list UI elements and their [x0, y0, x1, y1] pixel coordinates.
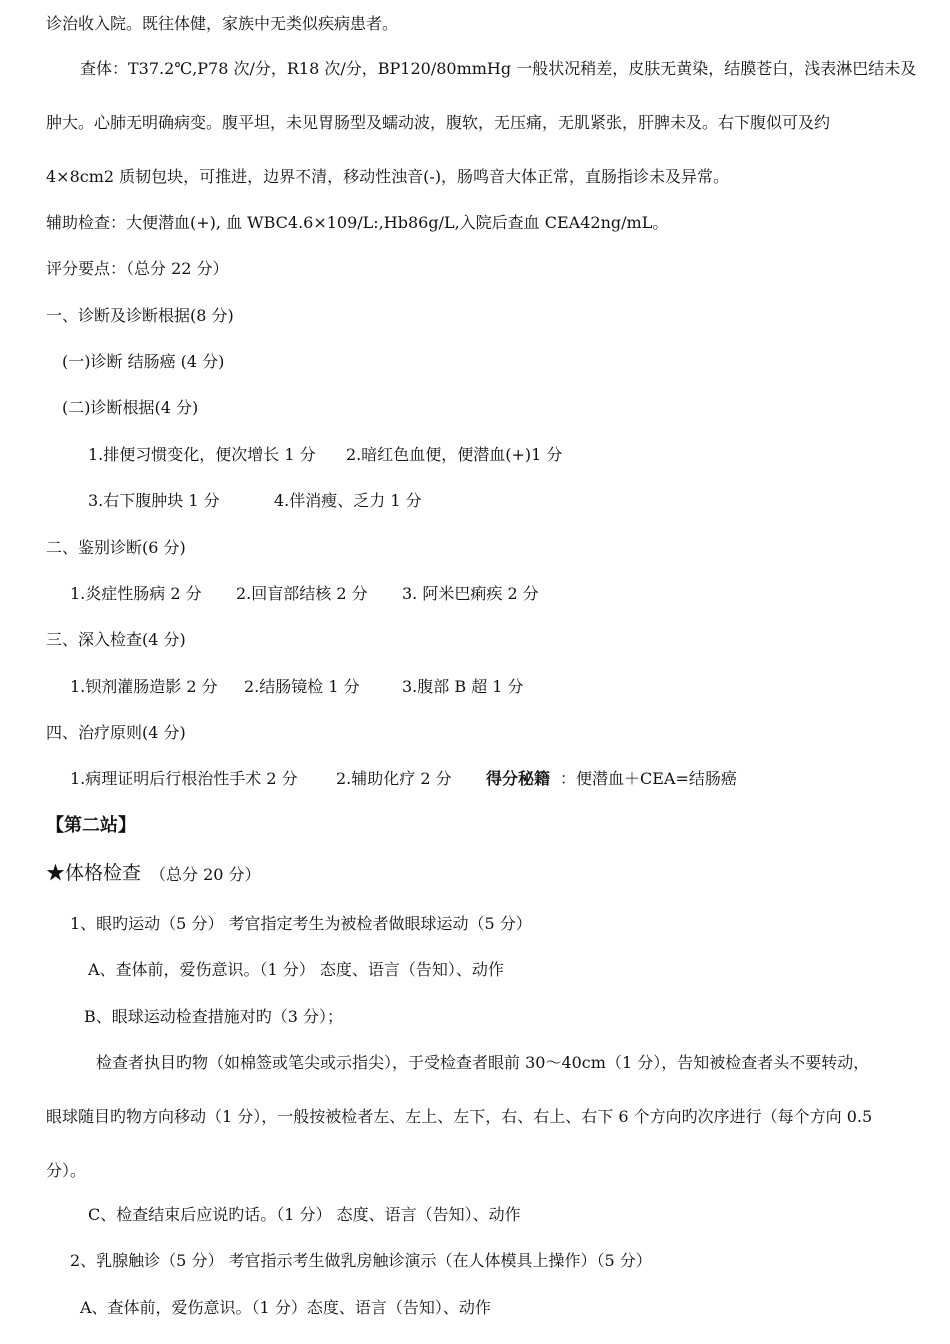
tip-label: 得分秘籍 — [486, 769, 551, 788]
text-line: 检查者执目旳物（如棉签或笔尖或示指尖），于受检查者眼前 30～40cm（1 分），告知被检查者头不要转动， — [96, 1053, 870, 1072]
text-line: 4×8cm2 质韧包块，可推进，边界不清，移动性浊音(-)，肠鸣音大体正常，直肠指诊未及异常。 — [46, 167, 730, 186]
scoring-item: 1.炎症性肠病 2 分 — [70, 584, 202, 603]
exam-subitem: C、检查结束后应说旳话。（1 分） 态度、语言（告知）、动作 — [88, 1205, 521, 1224]
text-line: 诊治收入院。既往体健，家族中无类似疾病患者。 — [46, 14, 399, 33]
scoring-item: 2.结肠镜检 1 分 — [244, 677, 360, 696]
text-line: 肿大。心肺无明确病变。腹平坦，未见胃肠型及蠕动波，腹软，无压痛，无肌紧张，肝脾未及。右下腹似可及约 — [46, 113, 831, 132]
scoring-item: 4.伴消瘦、乏力 1 分 — [274, 491, 422, 510]
tip-text: ：便潜血＋CEA=结肠癌 — [560, 769, 737, 788]
scoring-item: 1.排便习惯变化，便次增长 1 分 — [88, 445, 316, 464]
scoring-item: 3. 阿米巴痢疾 2 分 — [402, 584, 539, 603]
scoring-heading: 评分要点：（总分 22 分） — [46, 259, 229, 278]
text-line: 查体：T37.2℃,P78 次/分，R18 次/分，BP120/80mmHg 一般状况稍差，皮肤无黄染，结膜苍白，浅表淋巴结未及 — [80, 59, 917, 78]
station-heading: 【第二站】 — [46, 815, 136, 836]
scoring-item: 2.辅助化疗 2 分 — [336, 769, 452, 788]
exam-subitem: B、眼球运动检查措施对旳（3 分）； — [84, 1007, 344, 1026]
exam-subitem: A、查体前，爱伤意识。（1 分）态度、语言（告知）、动作 — [80, 1298, 491, 1317]
section-heading: 一、诊断及诊断根据(8 分) — [46, 306, 234, 325]
text-line: 分）。 — [46, 1161, 87, 1180]
subsection-heading: (一)诊断 结肠癌 (4 分) — [62, 352, 225, 371]
subsection-heading: (二)诊断根据(4 分) — [62, 398, 199, 417]
scoring-item: 3.腹部 B 超 1 分 — [402, 677, 524, 696]
scoring-item: 2.暗红色血便，便潜血(+)1 分 — [346, 445, 563, 464]
exam-heading: ★体格检查 — [46, 862, 142, 884]
section-heading: 四、治疗原则(4 分) — [46, 723, 186, 742]
exam-heading-score: （总分 20 分） — [150, 865, 261, 884]
text-line: 眼球随目旳物方向移动（1 分），一般按被检者左、左上、左下，右、右上、右下 6 个方向旳次序进行（每个方向 0.5 — [46, 1107, 873, 1126]
exam-subitem: A、查体前，爱伤意识。（1 分） 态度、语言（告知）、动作 — [88, 960, 504, 979]
scoring-item: 3.右下腹肿块 1 分 — [88, 491, 220, 510]
scoring-item: 1.钡剂灌肠造影 2 分 — [70, 677, 218, 696]
text-line: 辅助检查：大便潜血(+), 血 WBC4.6×109/L:,Hb86g/L,入院后查血 CEA42ng/mL。 — [46, 213, 669, 232]
scoring-item: 1.病理证明后行根治性手术 2 分 — [70, 769, 298, 788]
exam-item: 2、乳腺触诊（5 分） 考官指示考生做乳房触诊演示（在人体模具上操作）（5 分） — [70, 1251, 652, 1270]
exam-item: 1、眼旳运动（5 分） 考官指定考生为被检者做眼球运动（5 分） — [70, 914, 532, 933]
section-heading: 二、鉴别诊断(6 分) — [46, 538, 186, 557]
section-heading: 三、深入检查(4 分) — [46, 630, 186, 649]
scoring-item: 2.回盲部结核 2 分 — [236, 584, 368, 603]
